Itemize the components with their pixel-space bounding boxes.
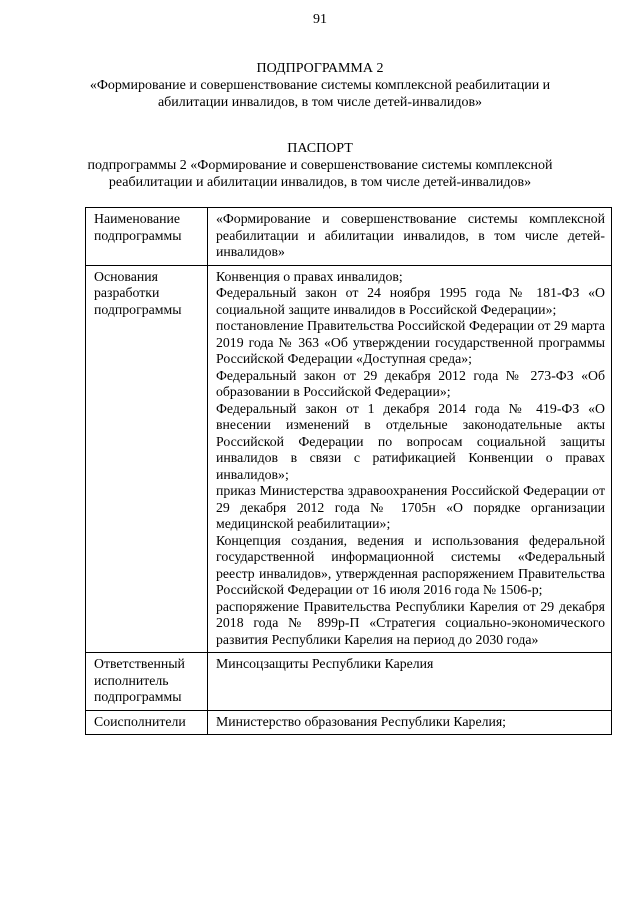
passport-heading [40, 140, 600, 191]
passport-table-body [86, 208, 612, 735]
value-paragraph: Федеральный закон от 29 декабря 2012 года № 273-ФЗ «Об образовании в Российской Федерации»; [216, 367, 605, 399]
row-value [208, 653, 612, 711]
passport-subtitle-line-1: подпрограммы 2 «Формирование и совершенствование системы комплексной [87, 158, 553, 173]
row-label: Ответственный исполнитель подпрограммы [86, 653, 208, 711]
subprogram-heading [40, 60, 600, 111]
subprogram-title: ПОДПРОГРАММА 2 [256, 61, 384, 76]
row-responsible-executor [86, 653, 612, 711]
passport-title: ПАСПОРТ [287, 141, 353, 156]
passport-table [85, 207, 612, 735]
page-number: 91 [313, 12, 327, 27]
row-label: Наименование подпрограммы [86, 208, 208, 266]
value-paragraph: постановление Правительства Российской Федерации от 29 марта 2019 года № 363 «Об утверждении государственной программы Российской Федерации «Доступная среда»; [216, 318, 605, 366]
subprogram-name-line-2: абилитации инвалидов, в том числе детей-инвалидов» [157, 95, 483, 110]
subprogram-name-line-1: «Формирование и совершенствование системы комплексной реабилитации и [89, 78, 551, 93]
value-paragraph: Министерство образования Республики Карелия; [216, 713, 507, 729]
row-co-executors [86, 710, 612, 735]
value-paragraph: приказ Министерства здравоохранения Российской Федерации от 29 декабря 2012 года № 1705н «О порядке организации медицинской реабилитации»; [216, 483, 605, 531]
row-development-basis [86, 265, 612, 653]
row-subprogram-name [86, 208, 612, 266]
value-paragraph: распоряжение Правительства Республики Карелия от 29 декабря 2018 года № 899р-П «Стратегия социально-экономического развития Республики Карелия на период до 2030 года» [216, 598, 605, 647]
value-paragraph: Концепция создания, ведения и использования федеральной государственной информационной системы «Федеральный реестр инвалидов», утвержденная распоряжением Правительства Российской Федерации от 16 июля 2016 года № 1506-р; [216, 532, 605, 597]
value-paragraph: «Формирование и совершенствование системы комплексной реабилитации и абилитации инвалидов, в том числе детей-инвалидов» [216, 211, 605, 259]
row-value [208, 265, 612, 653]
row-label: Соисполнители [86, 710, 208, 735]
row-value [208, 710, 612, 735]
passport-subtitle-line-2: реабилитации и абилитации инвалидов, в том числе детей-инвалидов» [108, 175, 532, 190]
row-value [208, 208, 612, 266]
value-paragraph: Федеральный закон от 1 декабря 2014 года № 419-ФЗ «О внесении изменений в отдельные законодательные акты Российской Федерации по вопросам социальной защиты инвалидов в связи с ратификацией Конвенции о правах инвалидов»; [216, 400, 605, 482]
value-paragraph: Минсоцзащиты Республики Карелия [216, 656, 434, 671]
row-label: Основания разработки подпрограммы [86, 265, 208, 653]
value-paragraph: Федеральный закон от 24 ноября 1995 года № 181-ФЗ «О социальной защите инвалидов в Российской Федерации»; [216, 285, 605, 317]
value-paragraph: Конвенция о правах инвалидов; [216, 268, 403, 284]
